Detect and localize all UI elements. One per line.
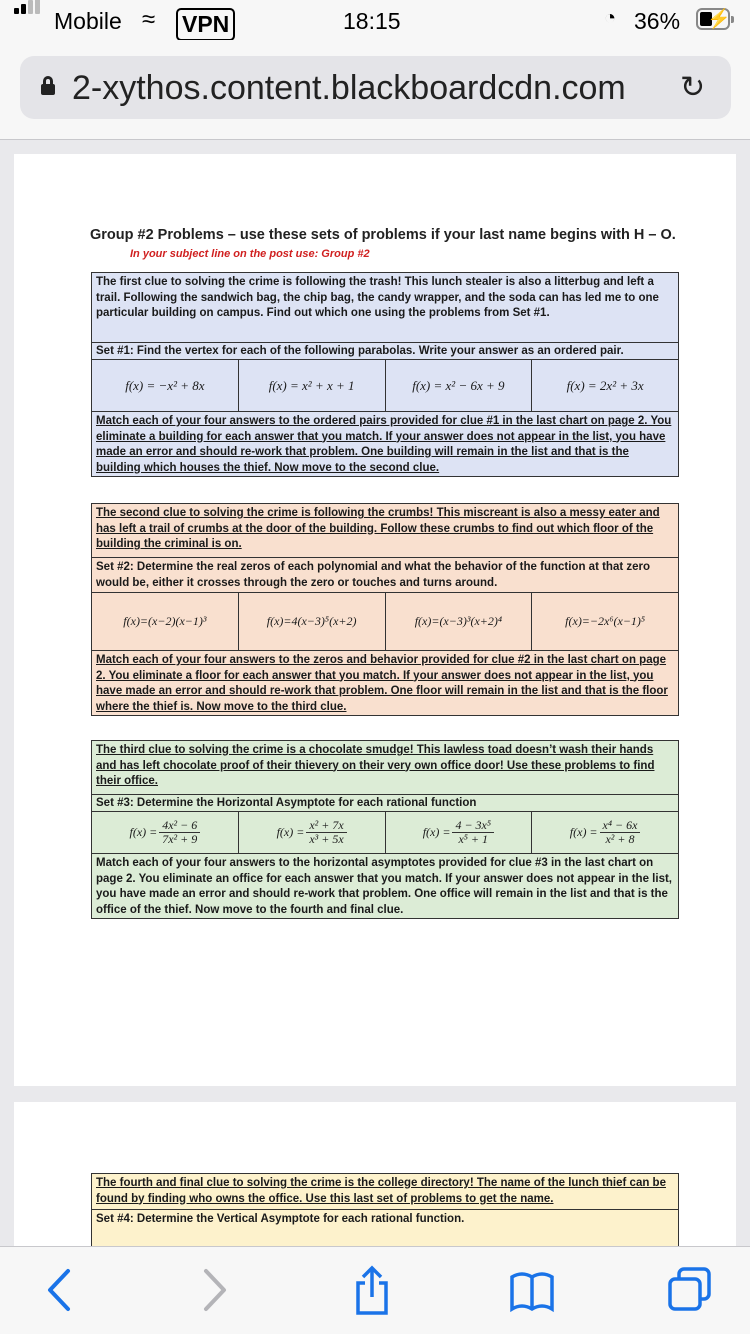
clue1-match: Match each of your four answers to the ordered pairs provided for clue #1 in the last chart on page 2. You eliminate a building for each answer that you match. If your answer does not appear in the list, you have made an error and should re-work that problem. One building will remain in the list and that is the building which houses the thief. Now move to the second clue.	[96, 415, 672, 474]
clue2-functions	[92, 593, 678, 651]
clue2-function: f(x)=(x−2)(x−1)³	[92, 593, 239, 650]
clue2-set: Set #2: Determine the real zeros of each polynomial and what the behavior of the function at that zero would be, either it crosses through the zero or touches and turns around.	[92, 558, 678, 593]
clue4-box	[91, 1173, 679, 1253]
battery-percent: 36%	[634, 8, 681, 34]
clue3-match: Match each of your four answers to the horizontal asymptotes provided for clue #3 in the last chart on page 2. You eliminate an office for each answer that you match. If your answer does not appear in the list, you have made an error and should re-work that problem. One office will remain in the list and that is the office of the thief. Now move to the fourth and final clue.	[96, 857, 672, 916]
vpn-badge: VPN	[176, 8, 235, 41]
clue2-function: f(x)=4(x−3)⁵(x+2)	[239, 593, 386, 650]
alarm-icon: ◔	[604, 7, 617, 29]
url-text: 2-xythos.content.blackboardcdn.com	[72, 69, 626, 107]
status-bar	[0, 0, 750, 40]
clue3-box	[91, 740, 679, 919]
clue1-functions	[92, 360, 678, 412]
clue1-set: Set #1: Find the vertex for each of the following parabolas. Write your answer as an ordered pair.	[92, 343, 678, 360]
clue2-match: Match each of your four answers to the zeros and behavior provided for clue #2 in the last chart on page 2. You eliminate a floor for each answer that you match. If your answer does not appear in the list, you have made an error and should re-work that problem. One floor will remain in the list and that is the floor where the thief is. Now move to the third clue.	[96, 654, 668, 713]
clue4-intro: The fourth and final clue to solving the crime is the college directory! The name of the lunch thief can be found by finding who owns the office. Use this last set of problems to get the name.	[92, 1174, 678, 1210]
share-icon[interactable]	[352, 1265, 392, 1317]
clue3-set: Set #3: Determine the Horizontal Asymptote for each rational function	[92, 795, 678, 812]
clue2-function: f(x)=−2x⁶(x−1)⁵	[565, 613, 646, 628]
clue1-function: f(x) = −x² + 8x	[92, 360, 239, 411]
address-bar[interactable]	[20, 56, 731, 119]
clue1-function: f(x) = x² − 6x + 9	[386, 360, 533, 411]
carrier-label: Mobile	[54, 8, 122, 34]
tabs-icon[interactable]	[666, 1265, 714, 1315]
back-icon[interactable]	[42, 1265, 76, 1315]
forward-icon[interactable]	[198, 1265, 232, 1315]
clue2-box	[91, 503, 679, 716]
bookmarks-icon[interactable]	[508, 1265, 556, 1315]
clue3-function: f(x) = $\frac{\text{x² + 7x}}{\text{x³ + 5x}}$	[239, 812, 386, 853]
clue2-function: f(x)=(x−3)³(x+2)⁴	[386, 593, 533, 650]
clue2-intro: The second clue to solving the crime is following the crumbs! This miscreant is also a messy eater and has left a trail of crumbs at the door of the building. Follow these crumbs to find out which floor of the building the criminal is on.	[92, 504, 678, 558]
clue3-functions	[92, 812, 678, 854]
clue3-function: f(x) = $\frac{\text{4 − 3x⁵}}{\text{x⁵ + 1}}$	[386, 812, 533, 853]
battery-icon: ⚡	[696, 8, 730, 30]
browser-toolbar	[0, 1246, 750, 1334]
page-title: Group #2 Problems – use these sets of problems if your last name begins with H – O.	[90, 227, 676, 243]
clue3-intro: The third clue to solving the crime is a chocolate smudge! This lawless toad doesn’t wash their hands and has left chocolate proof of their thievery on their very own office door! Use these problems to find their office.	[92, 741, 678, 795]
clue3-function: f(x) = $\frac{\text{x⁴ − 6x}}{\text{x² + 8}}$	[532, 812, 678, 853]
wifi-icon: ≈	[142, 6, 156, 33]
subject-line-note: In your subject line on the post use: Group #2	[130, 248, 370, 260]
clue1-function: f(x) = x² + x + 1	[239, 360, 386, 411]
lock-icon	[41, 76, 55, 94]
clue1-function: f(x) = 2x² + 3x	[566, 377, 644, 393]
clue1-box	[91, 272, 679, 477]
clock: 18:15	[343, 8, 401, 34]
clue4-set: Set #4: Determine the Vertical Asymptote for each rational function.	[96, 1213, 465, 1225]
clue1-intro: The first clue to solving the crime is following the trash! This lunch stealer is also a litterbug and left a trail. Following the sandwich bag, the chip bag, the candy wrapper, and the soda can has led me to one particular building on campus. Find out which one using the problems from Set #1.	[92, 273, 678, 343]
reload-icon[interactable]: ↻	[680, 71, 706, 104]
clue3-function: f(x) = $\frac{\text{4x² − 6}}{\text{7x² + 9}}$	[92, 812, 239, 853]
browser-header	[0, 40, 750, 140]
